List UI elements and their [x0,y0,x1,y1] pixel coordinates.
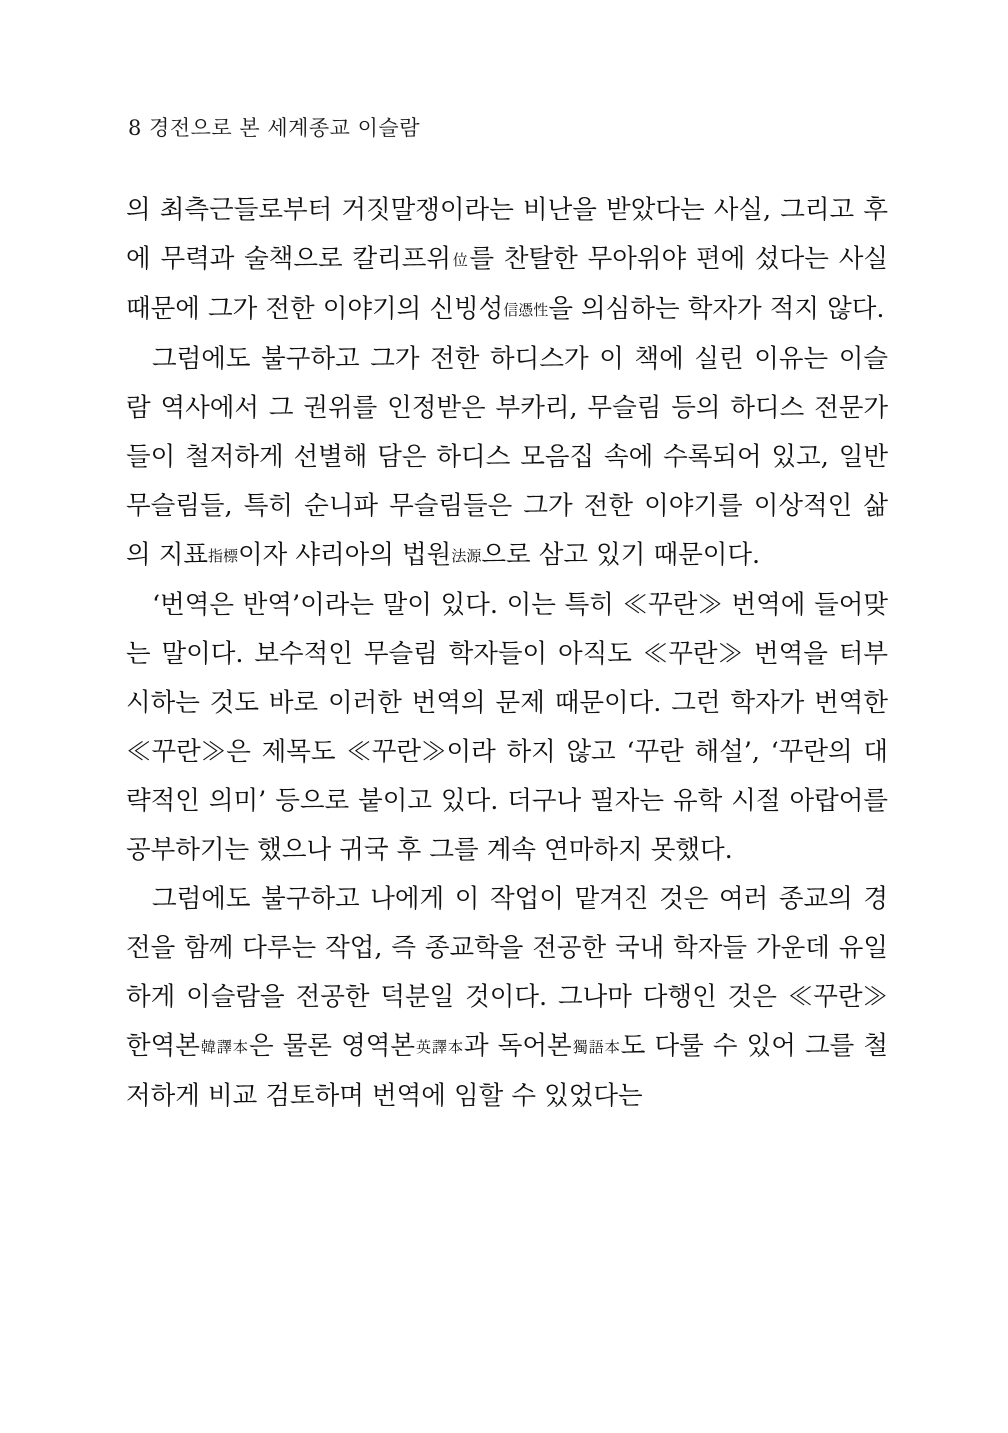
paragraph [126,335,888,581]
text-run: 그럼에도 불구하고 나에게 이 작업이 맡겨진 것은 여러 종교의 경전을 함께 다루는 작업, 즉 종교학을 전공한 국내 학자들 가운데 유일하게 이슬람을 전공한 덕분일 것이다. 그나마 다행인 것은 ≪꾸란≫ 한역본 [126,884,888,1061]
text-run: ‘번역은 반역’이라는 말이 있다. 이는 특히 ≪꾸란≫ 번역에 들어맞는 말이다. 보수적인 무슬림 학자들이 아직도 ≪꾸란≫ 번역을 터부시하는 것도 바로 이러한 번역의 문제 때문이다. 그런 학자가 번역한 ≪꾸란≫은 제목도 ≪꾸란≫이라 하지 않고 ‘꾸란 해설’, ‘꾸란의 대략적인 의미’ 등으로 붙이고 있다. 더구나 필자는 유학 시절 아랍어를 공부하기는 했으나 귀국 후 그를 계속 연마하지 못했다. [126,590,888,865]
body-text-block [126,186,888,1121]
hanja-gloss: 英譯本 [414,1038,465,1056]
text-run: 그럼에도 불구하고 그가 전한 하디스가 이 책에 실린 이유는 이슬람 역사에서 그 권위를 인정받은 부카리, 무슬림 등의 하디스 전문가들이 철저하게 선별해 담은 하디스 모음집 속에 수록되어 있고, 일반 무슬림들, 특히 순니파 무슬림들은 그가 전한 이야기를 이상적인 삶의 지표 [126,344,888,570]
paragraph [126,186,888,335]
text-run: 의 최측근들로부터 거짓말쟁이라는 비난을 받았다는 사실, 그리고 후에 무력과 술책으로 칼리프위 [126,195,888,274]
text-run: 을 의심하는 학자가 적지 않다. [548,294,885,324]
hanja-gloss: 法源 [451,547,482,565]
text-run: 으로 삼고 있기 때문이다. [481,540,761,570]
hanja-gloss: 獨語本 [571,1038,621,1056]
text-run: 은 물론 영역본 [248,1031,415,1061]
hanja-gloss: 指標 [208,547,239,565]
text-run: 를 찬탈한 무아위야 편에 섰다는 사실 때문에 그가 전한 이야기의 신빙성 [126,244,888,324]
hanja-gloss: 信憑性 [503,301,549,319]
paragraph [126,581,888,875]
hanja-gloss: 位 [451,251,470,269]
hanja-gloss: 韓譯本 [199,1038,249,1056]
text-run: 과 독어본 [464,1031,572,1061]
text-run: 이자 샤리아의 법원 [238,540,452,570]
text-run: 도 다룰 수 있어 그를 철저하게 비교 검토하며 번역에 임할 수 있었다는 [126,1031,888,1111]
paragraph [126,875,888,1121]
running-head: 8 경전으로 본 세계종교 이슬람 [128,116,420,140]
